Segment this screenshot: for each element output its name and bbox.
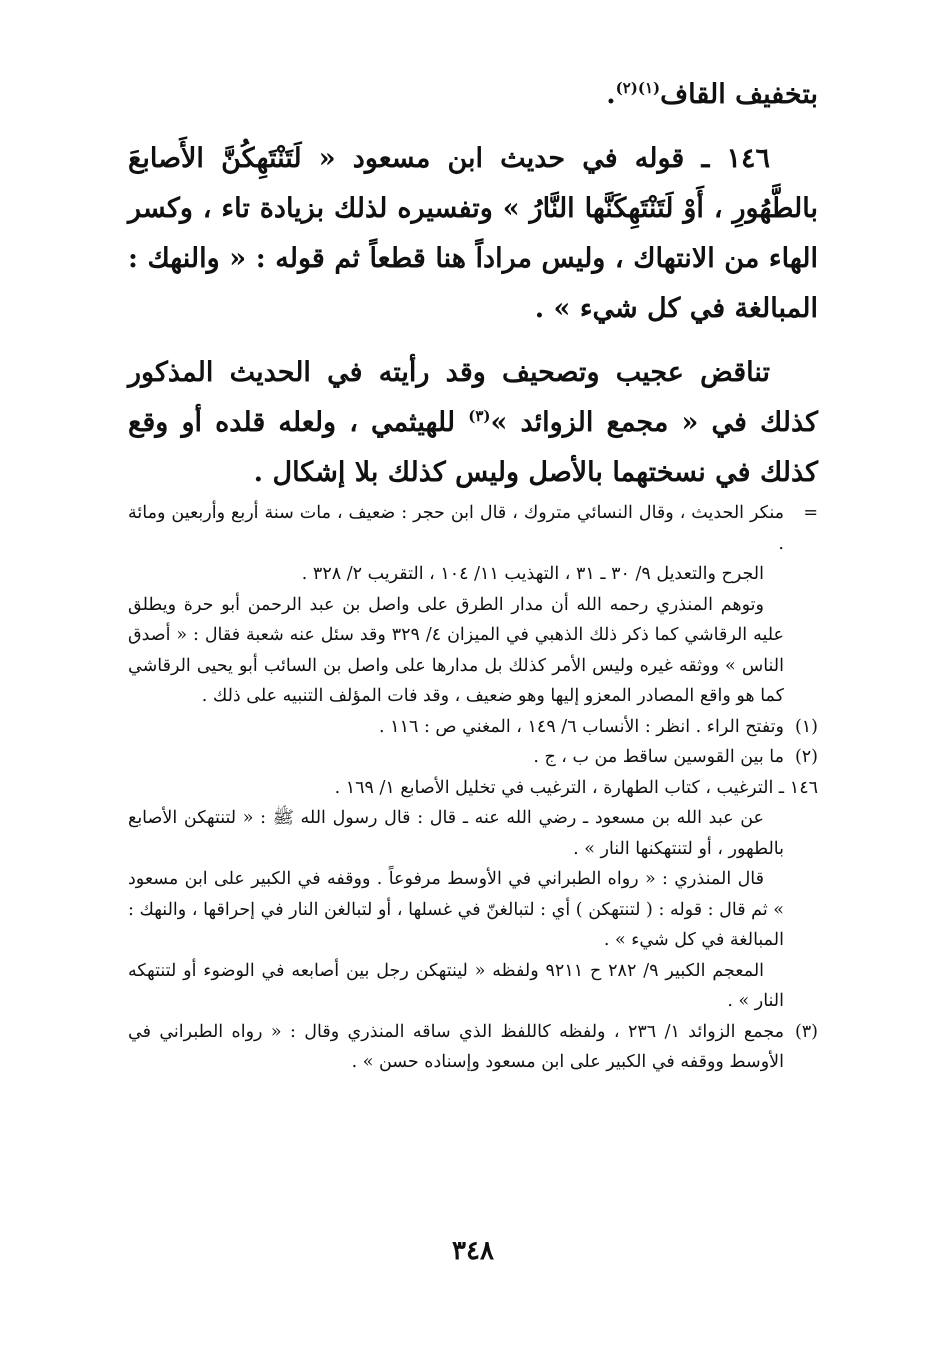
opening-line — [128, 70, 818, 120]
footnote-1 — [128, 712, 818, 743]
footnote-paragraph: منكر الحديث ، وقال النسائي متروك ، قال ابن حجر : ضعيف ، مات سنة أربع وأربعين ومائة . — [128, 503, 784, 554]
main-text — [128, 70, 818, 498]
page-number: ٣٤٨ — [452, 1236, 494, 1266]
opening-text: بتخفيف القاف — [660, 79, 818, 110]
footnote-mark: ١٤٦ — [789, 777, 818, 798]
paragraph-146: ١٤٦ ـ قوله في حديث ابن مسعود « لَتَنْتَهِكُنَّ الأَصابعَ بالطَّهُورِ ، أَوْ لَتَنْتَهِكَنَّها النَّارُ » وتفسيره لذلك بزيادة تاء ، وكسر الهاء من الانتهاك ، وليس مراداً هنا قطعاً ثم قوله : « والنهك : المبالغة في كل شيء » . — [128, 143, 818, 324]
footnote-2 — [128, 742, 818, 773]
footnote-refs: (١)(٢) — [615, 79, 661, 97]
footnote-mark: (٢) — [794, 747, 818, 767]
footnote-text: مجمع الزوائد ١/ ٢٣٦ ، ولفظه كاللفظ الذي ساقه المنذري وقال : « رواه الطبراني في الأوسط ووقفه في الكبير على ابن مسعود وإسناده حسن » . — [128, 1021, 784, 1072]
footnote-mark: (٣) — [794, 1021, 818, 1042]
footnote-text: وتفتح الراء . انظر : الأنساب ٦/ ١٤٩ ، المغني ص : ١١٦ . — [379, 716, 784, 737]
footnote-paragraph: قال المنذري : « رواه الطبراني في الأوسط مرفوعاً . ووقفه في الكبير على ابن مسعود » ثم قال : قوله : ( لتنتهكن ) أي : لتبالغنّ في غسلها ، أو لتبالغن النار في إحراقها ، والنهك : المبالغة في كل شيء » . — [128, 869, 784, 950]
paragraph-part-b: للهيثمي ، ولعله قلده أو وقع كذلك في نسختهما بالأصل وليس كذلك بلا إشكال . — [128, 407, 818, 488]
opening-period: . — [606, 79, 616, 110]
paragraph-contradiction — [128, 348, 818, 498]
paragraph-part-a: تناقض عجيب وتصحيف وقد رأيته في الحديث المذكور كذلك في « مجمع الزوائد » — [128, 357, 818, 438]
footnote-text: ما بين القوسين ساقط من ب ، ج . — [533, 747, 784, 767]
footnote-mark: (١) — [794, 716, 818, 737]
footnote-paragraph: المعجم الكبير ٩/ ٢٨٢ ح ٩٢١١ ولفظه « لينتهكن رجل بين أصابعه في الوضوء أو لتنتهكه النار » . — [128, 960, 784, 1011]
footnote-146 — [128, 773, 818, 1017]
continuation-mark: = — [803, 503, 818, 523]
footnote-paragraph: عن عبد الله بن مسعود ـ رضي الله عنه ـ قال : قال رسول الله ﷺ : « لتنتهكن الأصابع بالطهور ، أو لتنتهكنها النار » . — [128, 808, 784, 859]
footnote-paragraph: الجرح والتعديل ٩/ ٣٠ ـ ٣١ ، التهذيب ١١/ ١٠٤ ، التقريب ٢/ ٣٢٨ . — [301, 564, 764, 584]
footnote-continuation — [128, 498, 818, 712]
footnote-paragraph: ـ الترغيب ، كتاب الطهارة ، الترغيب في تخليل الأصابع ١/ ١٦٩ . — [334, 777, 784, 798]
footnotes — [128, 498, 818, 1078]
footnote-3 — [128, 1017, 818, 1078]
footnote-ref-3: (٣) — [468, 407, 491, 425]
footnote-paragraph: وتوهم المنذري رحمه الله أن مدار الطرق على واصل بن عبد الرحمن أبو حرة ويطلق عليه الرقاشي كما ذكر ذلك الذهبي في الميزان ٤/ ٣٢٩ وقد سئل عنه شعبة فقال : « أصدق الناس » ووثقه غيره وليس الأمر كذلك بل مدارها على واصل بن السائب أبو يحيى الرقاشي كما هو واقع المصادر المعزو إليها وهو ضعيف ، وقد فات المؤلف التنبيه على ذلك . — [128, 594, 784, 706]
